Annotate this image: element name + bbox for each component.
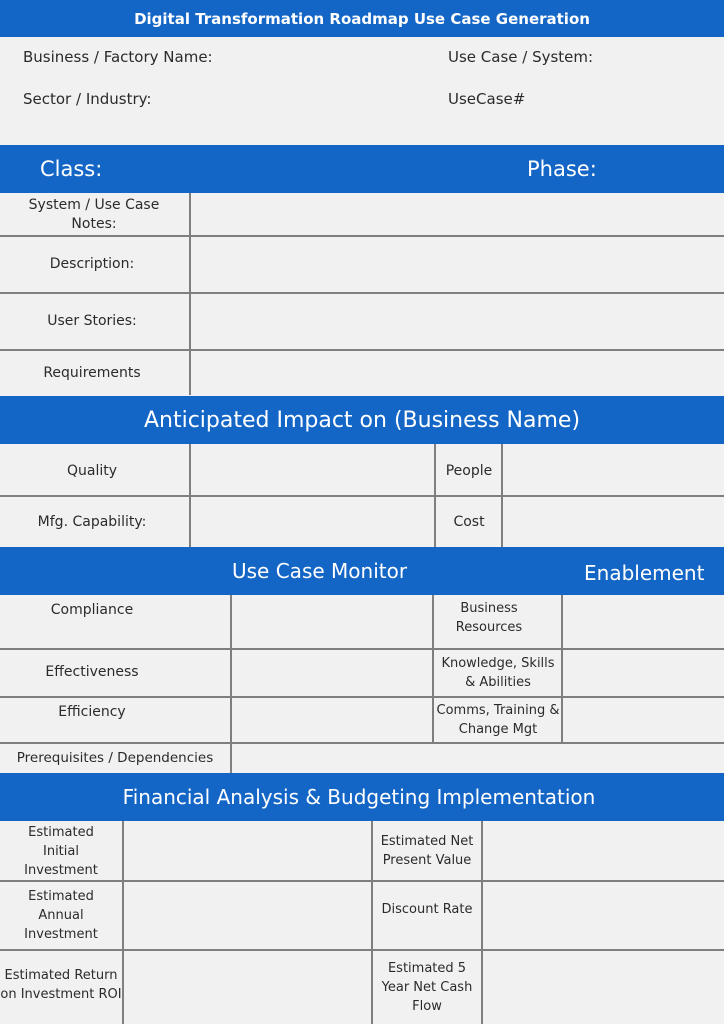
compliance-field[interactable] <box>232 597 432 648</box>
use-case-system-label: Use Case / System: <box>448 48 594 66</box>
quality-label: Quality <box>66 462 118 479</box>
usecase-number-label: UseCase# <box>448 90 526 108</box>
class-phase-bar <box>0 145 724 193</box>
annual-investment-label: Estimated Annual Investment <box>24 888 98 942</box>
grid-divider <box>481 821 483 1024</box>
comms-training-label: Comms, Training & Change Mgt <box>436 703 560 737</box>
requirements-label: Requirements <box>43 364 141 381</box>
grid-divider <box>371 821 373 1024</box>
financial-title: Financial Analysis & Budgeting Implementation <box>122 785 596 809</box>
prerequisites-field[interactable] <box>232 744 724 772</box>
monitor-bar <box>0 547 724 595</box>
compliance-label: Compliance <box>50 601 134 618</box>
people-label: People <box>445 462 493 479</box>
mfg-capability-field[interactable] <box>191 497 434 547</box>
roi-field[interactable] <box>124 951 371 1024</box>
cost-label: Cost <box>453 513 485 530</box>
npv-field[interactable] <box>483 822 724 880</box>
user-stories-field[interactable] <box>191 294 724 349</box>
business-resources-label: Business Resources <box>455 601 523 635</box>
grid-divider <box>432 595 434 744</box>
cash-flow-field[interactable] <box>483 951 724 1024</box>
cost-field[interactable] <box>504 497 724 547</box>
sector-label: Sector / Industry: <box>23 90 152 108</box>
grid-divider <box>501 444 503 547</box>
title-bar <box>0 0 724 37</box>
grid-divider <box>230 595 232 773</box>
impact-bar <box>0 396 724 444</box>
phase-label: Phase: <box>527 157 597 181</box>
description-field[interactable] <box>191 237 724 292</box>
ksa-label: Knowledge, Skills & Abilities <box>441 656 555 690</box>
efficiency-label: Efficiency <box>58 703 126 720</box>
prerequisites-label: Prerequisites / Dependencies <box>16 749 214 766</box>
roi-label: Estimated Return on Investment ROI <box>0 968 122 1002</box>
grid-divider <box>561 595 563 744</box>
annual-investment-field[interactable] <box>124 882 371 949</box>
efficiency-field[interactable] <box>232 698 432 742</box>
grid-divider <box>122 821 124 1024</box>
enablement-title: Enablement <box>584 561 705 585</box>
effectiveness-label: Effectiveness <box>45 663 139 680</box>
discount-rate-label: Discount Rate <box>381 901 473 917</box>
initial-investment-label: Estimated Initial Investment <box>24 824 98 878</box>
cash-flow-label: Estimated 5 Year Net Cash Flow <box>381 960 473 1014</box>
system-notes-label: System / Use Case Notes: <box>28 196 160 232</box>
quality-field[interactable] <box>191 446 434 496</box>
npv-label: Estimated Net Present Value <box>380 834 474 868</box>
impact-title: Anticipated Impact on (Business Name) <box>143 407 581 433</box>
comms-training-field[interactable] <box>563 698 724 742</box>
initial-investment-field[interactable] <box>124 822 371 880</box>
description-label: Description: <box>49 256 135 272</box>
business-resources-field[interactable] <box>563 597 724 648</box>
monitor-title: Use Case Monitor <box>232 559 408 583</box>
system-notes-field[interactable] <box>191 193 724 236</box>
class-label: Class: <box>40 157 103 181</box>
mfg-capability-label: Mfg. Capability: <box>37 513 147 530</box>
form-title: Digital Transformation Roadmap Use Case Generation <box>134 9 590 28</box>
people-field[interactable] <box>504 446 724 496</box>
effectiveness-field[interactable] <box>232 650 432 696</box>
user-stories-label: User Stories: <box>47 313 137 329</box>
grid-divider <box>434 444 436 547</box>
financial-bar <box>0 773 724 821</box>
ksa-field[interactable] <box>563 650 724 696</box>
grid-divider <box>189 444 191 547</box>
requirements-field[interactable] <box>191 351 724 395</box>
grid-divider <box>189 193 191 395</box>
discount-rate-field[interactable] <box>483 882 724 949</box>
business-name-label: Business / Factory Name: <box>23 48 213 66</box>
